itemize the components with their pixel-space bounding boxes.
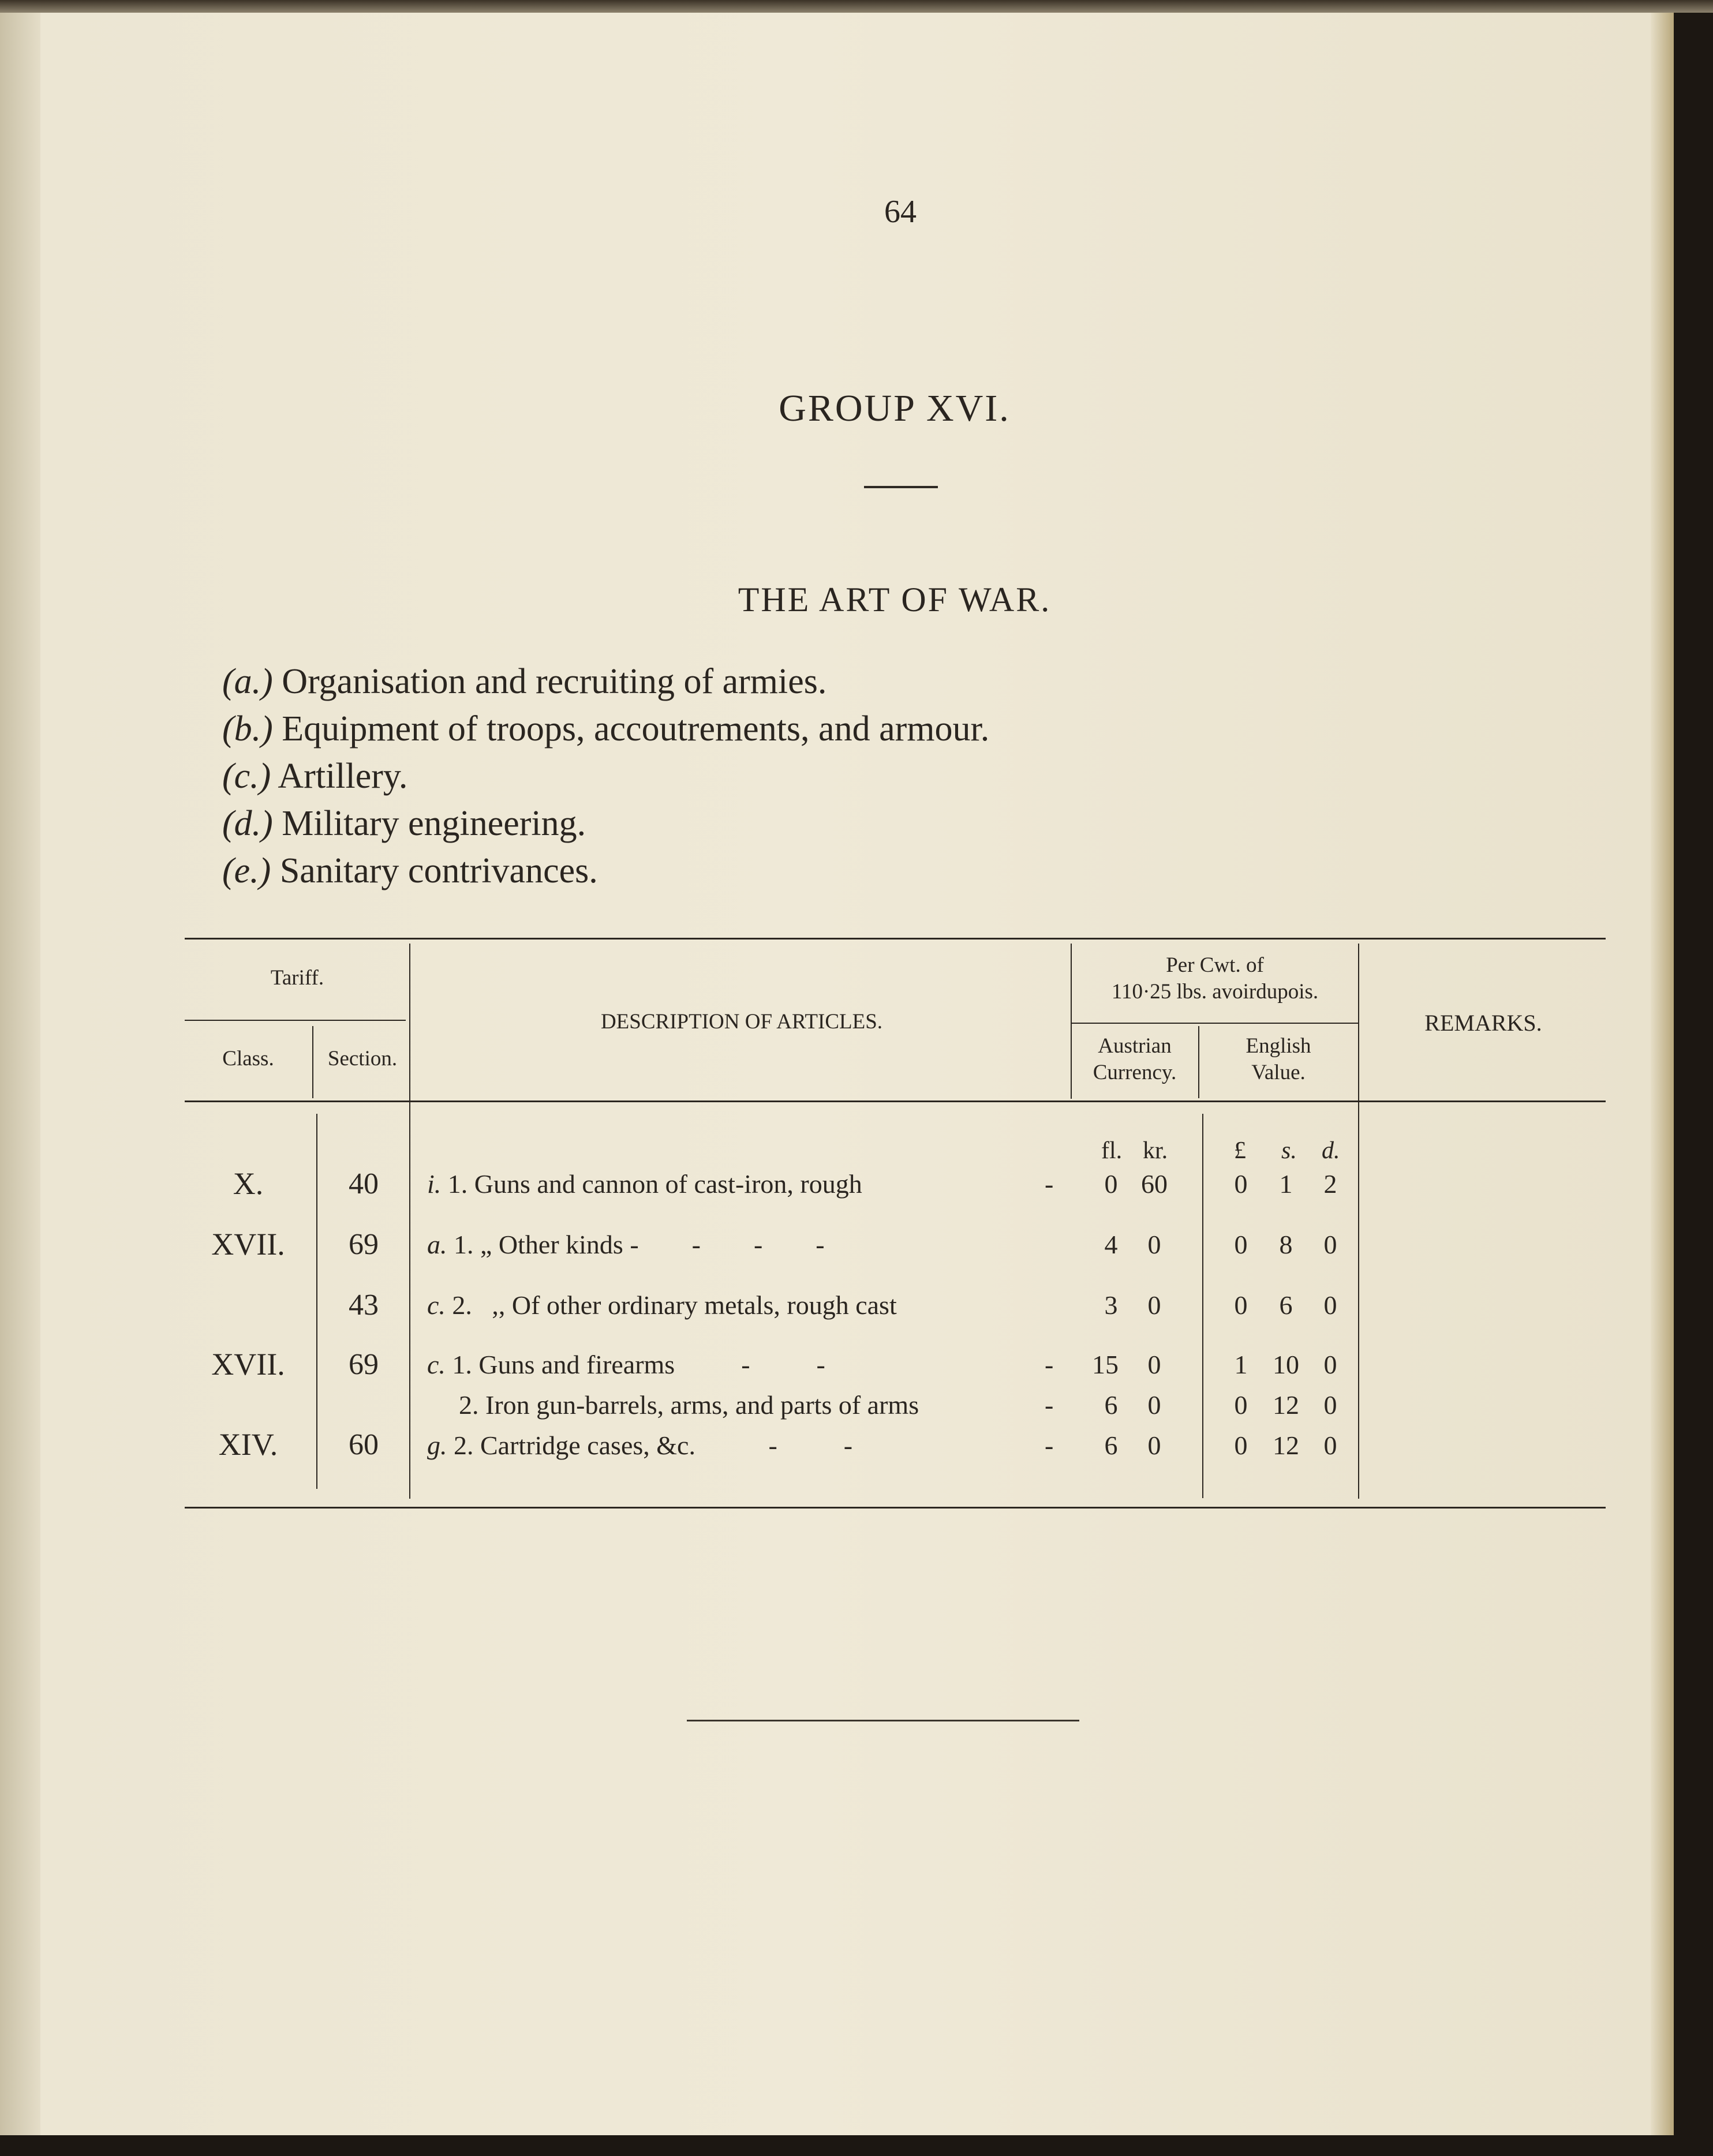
closing-rule bbox=[687, 1720, 1079, 1721]
header-per-cwt bbox=[1074, 952, 1356, 1005]
row-s: 12 bbox=[1273, 1431, 1299, 1460]
row-pounds: 0 bbox=[1234, 1230, 1248, 1259]
row-dash: - bbox=[1045, 1350, 1054, 1379]
tariff-sub-rule bbox=[185, 1020, 406, 1021]
row-label: c. bbox=[427, 1290, 446, 1320]
list-item-text: Military engineering. bbox=[282, 804, 586, 843]
list-item-text: Equipment of troops, accoutrements, and armour. bbox=[282, 709, 990, 748]
row-number: 2. bbox=[452, 1290, 472, 1320]
header-class: Class. bbox=[222, 1047, 274, 1070]
row-d: 0 bbox=[1323, 1390, 1337, 1420]
list-item-label: (a.) bbox=[222, 662, 273, 701]
percwt-sub-rule bbox=[1071, 1023, 1358, 1024]
row-kr: 0 bbox=[1147, 1431, 1161, 1460]
row-fl: 15 bbox=[1092, 1350, 1119, 1379]
page-number: 64 bbox=[884, 194, 917, 230]
row-kr: 0 bbox=[1147, 1390, 1161, 1420]
row-s: 1 bbox=[1279, 1169, 1293, 1199]
row-s: 10 bbox=[1273, 1350, 1299, 1379]
row-number: 1. bbox=[452, 1350, 472, 1379]
table-bottom-rule bbox=[185, 1507, 1606, 1509]
row-description bbox=[427, 1349, 825, 1380]
row-s: 8 bbox=[1279, 1230, 1293, 1259]
list-item-text: Sanitary contrivances. bbox=[279, 851, 598, 890]
binding-gutter bbox=[0, 0, 40, 2135]
row-text: „ Other kinds - - - - bbox=[480, 1230, 825, 1259]
row-description bbox=[427, 1229, 825, 1260]
row-fl: 4 bbox=[1104, 1230, 1118, 1259]
row-fl: 3 bbox=[1104, 1290, 1118, 1320]
unit-pound: £ bbox=[1234, 1137, 1246, 1164]
list-item-label: (c.) bbox=[222, 757, 271, 796]
list-item bbox=[222, 658, 1261, 705]
row-d: 0 bbox=[1323, 1431, 1337, 1460]
row-pounds: 0 bbox=[1234, 1390, 1248, 1420]
col-divider-english-remarks bbox=[1358, 944, 1359, 1499]
header-tariff: Tariff. bbox=[270, 966, 324, 990]
row-text: Guns and cannon of cast-iron, rough bbox=[474, 1169, 862, 1199]
header-english-value bbox=[1200, 1033, 1356, 1086]
row-description bbox=[427, 1169, 862, 1199]
row-d: 0 bbox=[1323, 1230, 1337, 1259]
row-class: XVII. bbox=[211, 1227, 285, 1262]
row-kr: 0 bbox=[1147, 1230, 1161, 1259]
row-pounds: 1 bbox=[1234, 1350, 1248, 1379]
list-item-text: Artillery. bbox=[278, 757, 408, 796]
row-d: 2 bbox=[1323, 1169, 1337, 1199]
row-label: a. bbox=[427, 1230, 447, 1259]
header-austrian-line1: Austrian bbox=[1098, 1034, 1172, 1058]
list-item-text: Organisation and recruiting of armies. bbox=[282, 662, 827, 701]
row-class: XIV. bbox=[218, 1427, 278, 1462]
row-pounds: 0 bbox=[1234, 1169, 1248, 1199]
header-per-cwt-line1: Per Cwt. of bbox=[1166, 953, 1264, 977]
list-item-label: (e.) bbox=[222, 851, 271, 890]
title-divider bbox=[864, 486, 938, 488]
unit-kr: kr. bbox=[1143, 1137, 1168, 1164]
header-english-line1: English bbox=[1246, 1034, 1311, 1058]
row-section: 60 bbox=[349, 1428, 379, 1461]
row-text: Cartridge cases, &c. - - bbox=[480, 1431, 853, 1460]
row-pounds: 0 bbox=[1234, 1431, 1248, 1460]
row-number: 2. bbox=[454, 1431, 474, 1460]
row-description bbox=[427, 1390, 919, 1420]
list-item-label: (d.) bbox=[222, 804, 273, 843]
header-austrian-currency bbox=[1074, 1033, 1196, 1086]
row-section: 43 bbox=[349, 1289, 379, 1322]
col-divider-section-desc bbox=[409, 944, 410, 1499]
row-text: Guns and firearms - - bbox=[478, 1350, 825, 1379]
row-s: 6 bbox=[1279, 1290, 1293, 1320]
row-fl: 6 bbox=[1104, 1390, 1118, 1420]
row-class: XVII. bbox=[211, 1347, 285, 1382]
table-top-rule bbox=[185, 938, 1606, 939]
col-divider-class-section bbox=[312, 1026, 313, 1098]
header-bottom-rule bbox=[185, 1101, 1606, 1102]
row-class: X. bbox=[233, 1166, 264, 1201]
header-austrian-line2: Currency. bbox=[1093, 1061, 1177, 1084]
row-section: 69 bbox=[349, 1228, 379, 1261]
list-item bbox=[222, 800, 1261, 847]
row-fl: 0 bbox=[1104, 1169, 1118, 1199]
header-description: DESCRIPTION OF ARTICLES. bbox=[600, 1010, 883, 1034]
row-text: Iron gun-barrels, arms, and parts of arms bbox=[485, 1390, 919, 1420]
header-per-cwt-line2: 110·25 lbs. avoirdupois. bbox=[1111, 980, 1319, 1004]
row-kr: 0 bbox=[1147, 1290, 1161, 1320]
page-edge bbox=[1651, 0, 1674, 2135]
list-item-label: (b.) bbox=[222, 709, 273, 748]
header-remarks: REMARKS. bbox=[1424, 1010, 1542, 1036]
row-label: c. bbox=[427, 1350, 446, 1379]
row-dash: - bbox=[1045, 1431, 1054, 1460]
unit-fl: fl. bbox=[1101, 1137, 1123, 1164]
row-pounds: 0 bbox=[1234, 1290, 1248, 1320]
row-kr: 0 bbox=[1147, 1350, 1161, 1379]
section-title: THE ART OF WAR. bbox=[738, 581, 1052, 619]
row-fl: 6 bbox=[1104, 1431, 1118, 1460]
row-label: g. bbox=[427, 1431, 447, 1460]
row-s: 12 bbox=[1273, 1390, 1299, 1420]
row-section: 40 bbox=[349, 1167, 379, 1200]
category-list bbox=[222, 658, 1261, 894]
row-number: 2. bbox=[459, 1390, 479, 1420]
row-description bbox=[427, 1430, 852, 1461]
row-number: 1. bbox=[447, 1169, 468, 1199]
row-section: 69 bbox=[349, 1348, 379, 1381]
top-strip bbox=[0, 0, 1713, 13]
row-label: i. bbox=[427, 1169, 442, 1199]
row-d: 0 bbox=[1323, 1290, 1337, 1320]
header-section: Section. bbox=[327, 1047, 398, 1070]
col-divider-austrian-english bbox=[1198, 1026, 1199, 1098]
unit-d: d. bbox=[1322, 1137, 1340, 1164]
row-dash: - bbox=[1045, 1169, 1054, 1199]
header-english-line2: Value. bbox=[1251, 1061, 1306, 1084]
col-divider-desc-austrian bbox=[1071, 944, 1072, 1099]
row-dash: - bbox=[1045, 1390, 1054, 1420]
col-divider-austrian-english-body bbox=[1202, 1114, 1203, 1498]
row-d: 0 bbox=[1323, 1350, 1337, 1379]
row-text: ,, Of other ordinary metals, rough cast bbox=[492, 1290, 897, 1320]
list-item bbox=[222, 705, 1261, 753]
list-item bbox=[222, 753, 1261, 800]
list-item bbox=[222, 847, 1261, 894]
row-number: 1. bbox=[454, 1230, 474, 1259]
row-description bbox=[427, 1290, 897, 1320]
group-title: GROUP XVI. bbox=[779, 387, 1011, 429]
unit-s: s. bbox=[1281, 1137, 1297, 1164]
row-kr: 60 bbox=[1141, 1169, 1168, 1199]
